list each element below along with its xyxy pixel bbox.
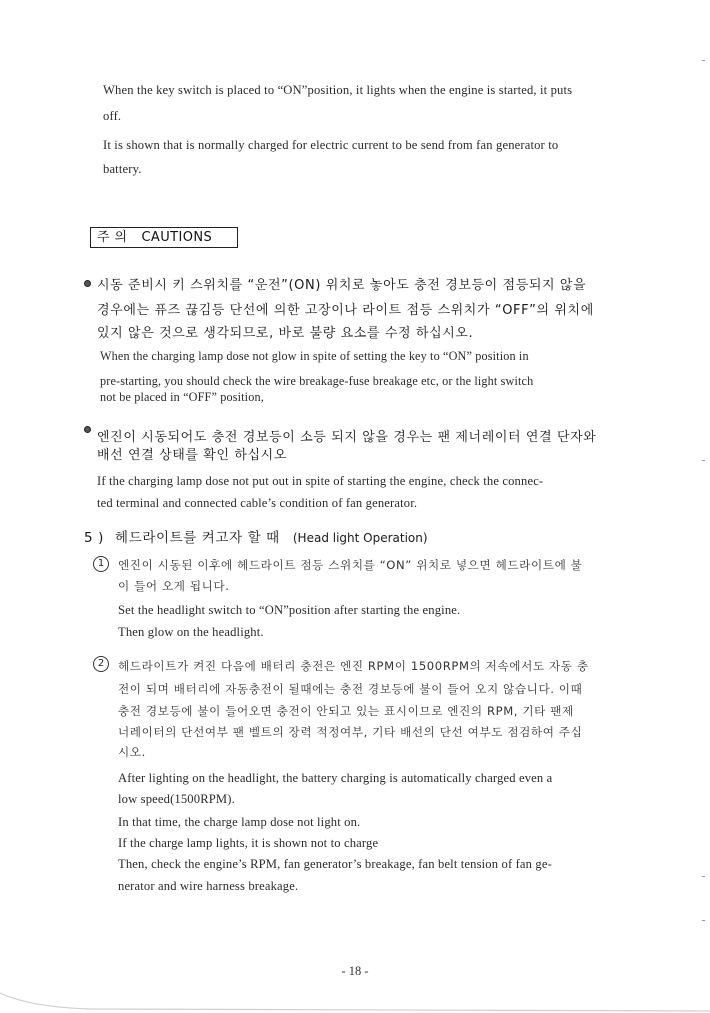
bullet-icon	[84, 426, 91, 433]
scan-edge-mark	[702, 460, 705, 461]
page-number: - 18 -	[341, 964, 369, 978]
section-5-title-ko: 헤드라이트를 켜고자 할 때	[115, 530, 280, 546]
step2-en-line-5: Then, check the engine’s RPM, fan generator’s breakage, fan belt tension of fan ge-	[118, 857, 552, 871]
intro-line-3: It is shown that is normally charged for electric current to be send from fan generator to	[103, 138, 559, 152]
scan-edge-mark	[702, 920, 705, 921]
step1-en-line-1: Set the headlight switch to “ON”position after starting the engine.	[118, 603, 461, 617]
scan-edge-mark	[702, 876, 705, 877]
cautions-heading-ko: 주 의	[97, 230, 128, 245]
caution1-ko-line-3: 있지 않은 것으로 생각되므로, 바로 불량 요소를 수정 하십시오.	[97, 326, 474, 341]
scan-bottom-edge	[0, 985, 710, 1013]
step-2-marker: 2	[93, 656, 109, 672]
caution2-en-line-1: If the charging lamp dose not put out in spite of starting the engine, check the connec-	[97, 474, 544, 488]
step2-ko-line-1: 헤드라이트가 켜진 다음에 배터리 충전은 엔진 RPM이 1500RPM의 저속에서도 자동 충	[118, 659, 589, 673]
step2-en-line-6: nerator and wire harness breakage.	[118, 879, 299, 893]
caution1-en-line-2: pre-starting, you should check the wire breakage-fuse breakage etc, or the light switch	[100, 374, 534, 388]
caution1-en-line-3: not be placed in “OFF” position,	[100, 390, 264, 404]
scan-edge-mark	[702, 60, 705, 61]
cautions-heading-en: CAUTIONS	[141, 230, 213, 245]
intro-line-4: battery.	[103, 162, 142, 176]
bullet-icon	[84, 280, 91, 287]
step2-en-line-2: low speed(1500RPM).	[118, 792, 235, 806]
step2-en-line-4: If the charge lamp lights, it is shown not to charge	[118, 836, 379, 850]
caution2-ko-line-2: 배선 연결 상태를 확인 하십시오	[97, 448, 287, 463]
section-5-heading	[84, 526, 428, 546]
cautions-heading-box	[90, 227, 238, 248]
step1-en-line-2: Then glow on the headlight.	[118, 625, 264, 639]
caution2-en-line-2: ted terminal and connected cable’s condition of fan generator.	[97, 496, 418, 510]
step2-en-line-1: After lighting on the headlight, the battery charging is automatically charged even a	[118, 771, 553, 785]
section-5-title-en: (Head light Operation)	[292, 531, 428, 545]
caution1-ko-line-1: 시동 준비시 키 스위치를 “운전”(ON) 위치로 놓아도 충전 경보등이 점등되지 않을	[97, 278, 587, 293]
caution1-en-line-1: When the charging lamp dose not glow in spite of setting the key to “ON” position in	[100, 349, 529, 363]
step2-ko-line-4: 너레이터의 단선여부 팬 벨트의 장력 적정여부, 기타 배선의 단선 여부도 점검하여 주십	[118, 725, 583, 739]
intro-line-1: When the key switch is placed to “ON”position, it lights when the engine is started, it puts	[103, 83, 573, 97]
step2-ko-line-5: 시오.	[118, 745, 146, 759]
step2-en-line-3: In that time, the charge lamp dose not light on.	[118, 815, 361, 829]
intro-line-2: off.	[103, 109, 122, 123]
step1-ko-line-1: 엔진이 시동된 이후에 헤드라이트 점등 스위치를 “ON” 위치로 넣으면 헤드라이트에 불	[118, 558, 583, 572]
step2-ko-line-3: 충전 경보등에 불이 들어오면 충전이 안되고 있는 표시이므로 엔진의 RPM, 기타 팬제	[118, 704, 574, 718]
caution1-ko-line-2: 경우에는 퓨즈 끊김등 단선에 의한 고장이나 라이트 점등 스위치가 “OFF”의 위치에	[97, 303, 594, 318]
step-1-marker: 1	[93, 556, 109, 572]
section-5-number: 5 )	[84, 530, 104, 546]
step2-ko-line-2: 전이 되며 배터리에 자동충전이 될때에는 충전 경보등에 불이 들어 오지 않습니다. 이때	[118, 682, 583, 696]
step1-ko-line-2: 이 들어 오게 됩니다.	[118, 579, 230, 593]
caution2-ko-line-1: 엔진이 시동되어도 충전 경보등이 소등 되지 않을 경우는 팬 제너레이터 연결 단자와	[97, 430, 597, 445]
